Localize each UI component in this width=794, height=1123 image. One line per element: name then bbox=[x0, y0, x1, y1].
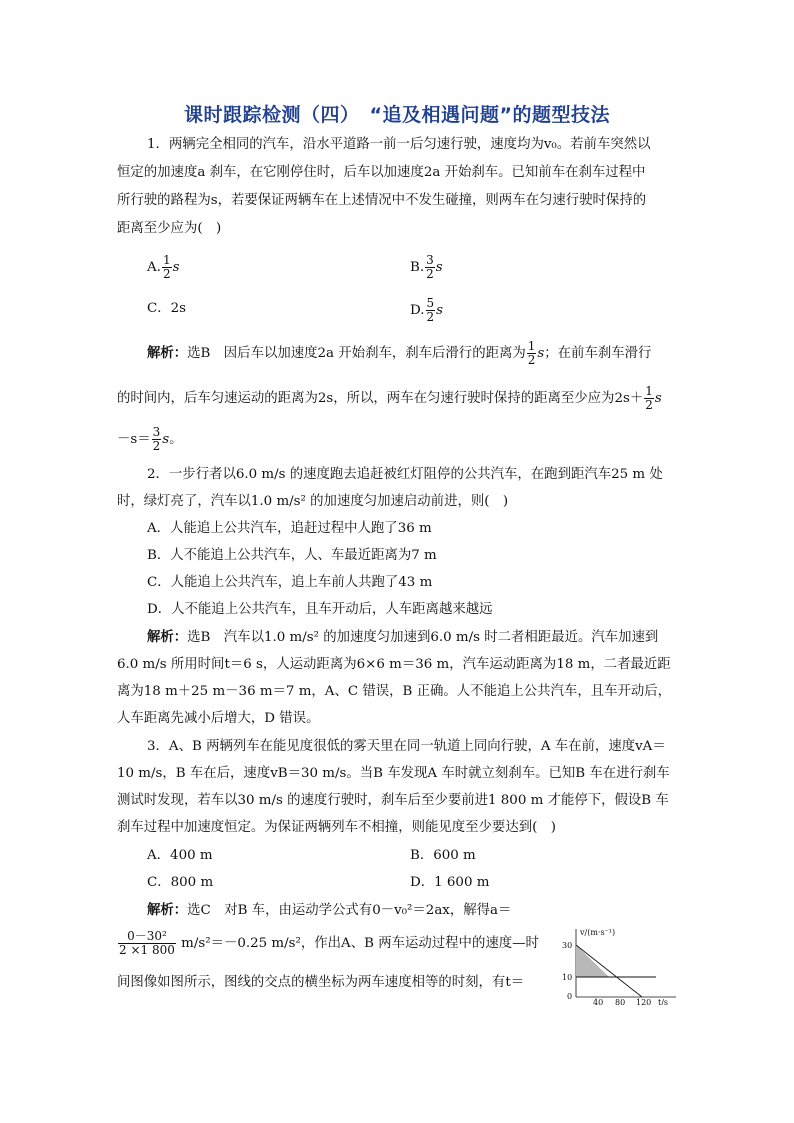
y-tick-30: 30 bbox=[562, 941, 573, 950]
q3-solution-line-1: 解析：选C 对B 车，由运动学公式有0－v₀²＝2ax，解得a＝ bbox=[147, 902, 512, 918]
q2-option-b: B．人不能追上公共汽车，人、车最近距离为7 m bbox=[147, 548, 437, 563]
q3-option-a: A．400 m bbox=[147, 848, 213, 863]
q1-line-4: 距离至少应为( ) bbox=[117, 221, 222, 236]
q1-solution-line-2: 的时间内，后车匀速运动的距离为2s，所以，两车在匀速行驶时保持的距离至少应为2s＋ $\frac{1}{2}$ s bbox=[117, 384, 662, 413]
q1-line-3: 所行驶的路程为s，若要保证两辆车在上述情况中不发生碰撞，则两车在匀速行驶时保持的 bbox=[117, 193, 647, 208]
y-tick-10: 10 bbox=[562, 973, 573, 982]
q2-solution-line-2: 6.0 m/s 所用时间t＝6 s，人运动距离为6×6 m＝36 m，汽车运动距离为18 m，二者最近距 bbox=[117, 657, 671, 672]
q3-solution-line-2: $\frac{\text{0－30²}}{2 \times 1 800}$ m/s²＝－0.25 m/s²，作出A、B 两车运动过程中的速度—时 bbox=[119, 929, 539, 958]
x-tick-80: 80 bbox=[615, 998, 626, 1005]
q3-line-2: 10 m/s，B 车在后，速度vB＝30 m/s。当B 车发现A 车时就立刻刹车。已知B 车在进行刹车 bbox=[117, 766, 670, 781]
q3-option-c: C．800 m bbox=[147, 875, 214, 890]
q2-option-a: A．人能追上公共汽车，追赶过程中人跑了36 m bbox=[147, 521, 432, 536]
q1-solution-line-1: 解析：选B 因后车以加速度2a 开始刹车，刹车后滑行的距离为 $\frac{1}{2}$ s；在前车刹车滑行 bbox=[147, 339, 652, 368]
q1-option-b: B. $\frac{3}{2}$ s bbox=[410, 253, 443, 282]
page-title: 课时跟踪检测（四） “追及相遇问题”的题型技法 bbox=[184, 104, 610, 126]
q2-solution-line-4: 人车距离先减小后增大，D 错误。 bbox=[117, 711, 320, 726]
shaded-region bbox=[576, 945, 609, 977]
q1-solution-line-3: －s＝ $\frac{3}{2}$ s。 bbox=[117, 425, 183, 454]
q3-option-b: B．600 m bbox=[410, 848, 476, 863]
q1-option-d: D. $\frac{5}{2}$ s bbox=[410, 296, 444, 325]
q2-option-d: D．人不能追上公共汽车，且车开动后，人车距离越来越远 bbox=[147, 602, 493, 617]
y-tick-0: 0 bbox=[567, 992, 573, 1001]
q1-option-c: C．2s bbox=[147, 301, 187, 316]
q2-option-c: C．人能追上公共汽车，追上车前人共跑了43 m bbox=[147, 575, 433, 590]
q3-line-1: 3．A、B 两辆列车在能见度很低的雾天里在同一轨道上同向行驶，A 车在前，速度vA＝ bbox=[147, 739, 666, 754]
x-tick-120: 120 bbox=[636, 998, 652, 1005]
q1-line-1: 1．两辆完全相同的汽车，沿水平道路一前一后匀速行驶，速度均为v₀。若前车突然以 bbox=[147, 137, 651, 152]
q1-option-a: A. $\frac{1}{2}$ s bbox=[147, 253, 180, 282]
q1-line-2: 恒定的加速度a 刹车，在它刚停住时，后车以加速度2a 开始刹车。已知前车在刹车过程中 bbox=[117, 165, 646, 180]
q3-line-3: 测试时发现，若车以30 m/s 的速度行驶时，刹车后至少要前进1 800 m 才能停下，假设B 车 bbox=[117, 793, 669, 808]
x-tick-40: 40 bbox=[593, 998, 604, 1005]
q2-solution-line-3: 离为18 m＋25 m－36 m＝7 m，A、C 错误，B 正确。人不能追上公共汽车，且车开动后， bbox=[117, 684, 672, 699]
q2-line-1: 2．一步行者以6.0 m/s 的速度跑去追赶被红灯阻停的公共汽车，在跑到距汽车25 m 处 bbox=[147, 467, 663, 482]
x-axis-label: t/s bbox=[658, 998, 669, 1005]
y-axis-label: v/(m·s⁻¹) bbox=[580, 928, 616, 937]
q3-line-4: 刹车过程中加速度恒定。为保证两辆列车不相撞，则能见度至少要达到( ) bbox=[117, 820, 556, 835]
velocity-time-graph bbox=[560, 925, 680, 1005]
q3-solution-line-3: 间图像如图所示，图线的交点的横坐标为两车速度相等的时刻，有t＝ bbox=[117, 975, 525, 990]
q2-solution-line-1: 解析：选B 汽车以1.0 m/s² 的加速度匀加速到6.0 m/s 时二者相距最近。汽车加速到 bbox=[147, 629, 659, 645]
q2-line-2: 时，绿灯亮了，汽车以1.0 m/s² 的加速度匀加速启动前进，则( ) bbox=[117, 494, 509, 509]
q3-option-d: D．1 600 m bbox=[410, 875, 490, 890]
